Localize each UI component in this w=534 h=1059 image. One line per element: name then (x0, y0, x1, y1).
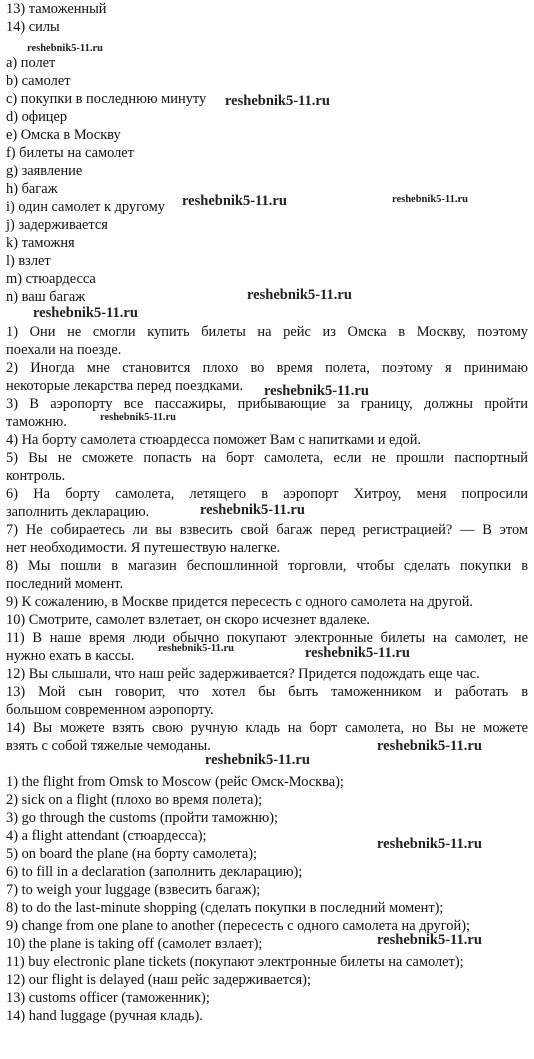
watermark: reshebnik5-11.ru (33, 305, 138, 321)
word-item: n) ваш багаж (6, 289, 86, 305)
word-item: m) стюардесса (6, 271, 96, 287)
phrase-line: 7) to weigh your luggage (взвесить багаж); (6, 882, 261, 898)
sentence-line: 12) Вы слышали, что наш рейс задерживается? Придется подождать еще час. (6, 666, 480, 682)
word-item: a) полет (6, 55, 56, 71)
sentence-line: 11) В наше время люди обычно покупают электронные билеты на самолет, не (6, 630, 528, 646)
watermark: reshebnik5-11.ru (264, 383, 369, 399)
watermark: reshebnik5-11.ru (305, 645, 410, 661)
sentence-line: 9) К сожалению, в Москве придется пересесть с одного самолета на другой. (6, 594, 474, 610)
sentence-line: последний момент. (6, 576, 124, 592)
phrase-line: 1) the flight from Omsk to Moscow (рейс Омск-Москва); (6, 774, 344, 790)
sentence-line: контроль. (6, 468, 66, 484)
sentence-line: 13) Мой сын говорит, что хотел бы быть таможенником и работать в (6, 684, 528, 700)
watermark: reshebnik5-11.ru (182, 193, 287, 209)
word-item: 13) таможенный (6, 1, 107, 17)
word-item: h) багаж (6, 181, 58, 197)
phrase-line: 11) buy electronic plane tickets (покупают электронные билеты на самолет); (6, 954, 464, 970)
sentence-line: некоторые лекарства перед поездками. (6, 378, 244, 394)
phrase-line: 2) sick on a flight (плохо во время полета); (6, 792, 263, 808)
sentence-line: взять с собой тяжелые чемоданы. (6, 738, 211, 754)
sentence-line: большом современном аэропорту. (6, 702, 214, 718)
sentence-line: поехали на поезде. (6, 342, 122, 358)
watermark: reshebnik5-11.ru (27, 43, 103, 54)
watermark: reshebnik5-11.ru (377, 836, 482, 852)
phrase-line: 13) customs officer (таможенник); (6, 990, 210, 1006)
sentence-line: нужно ехать в кассы. (6, 648, 135, 664)
word-item: e) Омска в Москву (6, 127, 121, 143)
sentence-line: нет необходимости. Я путешествую налегке. (6, 540, 281, 556)
phrase-line: 12) our flight is delayed (наш рейс задерживается); (6, 972, 311, 988)
watermark: reshebnik5-11.ru (205, 752, 310, 768)
word-item: b) самолет (6, 73, 71, 89)
phrase-line: 8) to do the last-minute shopping (сделать покупки в последний момент); (6, 900, 444, 916)
watermark: reshebnik5-11.ru (247, 287, 352, 303)
sentence-line: 6) На борту самолета, летящего в аэропорт Хитроу, меня попросили (6, 486, 528, 502)
phrase-line: 10) the plane is taking off (самолет взлает); (6, 936, 263, 952)
phrase-line: 3) go through the customs (пройти таможню); (6, 810, 279, 826)
word-item: k) таможня (6, 235, 75, 251)
sentence-line: 1) Они не смогли купить билеты на рейс из Омска в Москву, поэтому (6, 324, 528, 340)
word-item: l) взлет (6, 253, 51, 269)
sentence-line: 4) На борту самолета стюардесса поможет Вам с напитками и едой. (6, 432, 422, 448)
sentence-line: 14) Вы можете взять свою ручную кладь на борт самолета, но Вы не можете (6, 720, 528, 736)
word-item: g) заявление (6, 163, 83, 179)
phrase-line: 5) on board the plane (на борту самолета); (6, 846, 258, 862)
watermark: reshebnik5-11.ru (225, 93, 330, 109)
phrase-line: 9) change from one plane to another (пересесть с одного самолета на другой); (6, 918, 470, 934)
word-item: 14) силы (6, 19, 60, 35)
sentence-line: 10) Смотрите, самолет взлетает, он скоро исчезнет вдалеке. (6, 612, 370, 628)
word-item: c) покупки в последнюю минуту (6, 91, 207, 107)
phrase-line: 4) a flight attendant (стюардесса); (6, 828, 207, 844)
sentence-line: 5) Вы не сможете попасть на борт самолета, если не прошли паспортный (6, 450, 528, 466)
sentence-line: 2) Иногда мне становится плохо во время полета, поэтому я принимаю (6, 360, 528, 376)
sentence-line: 3) В аэропорту все пассажиры, прибывающие за границу, должны пройти (6, 396, 528, 412)
sentence-line: таможню. (6, 414, 67, 430)
word-item: j) задерживается (6, 217, 108, 233)
sentence-line: 7) Не собираетесь ли вы взвесить свой багаж перед регистрацией? — В этом (6, 522, 528, 538)
word-item: f) билеты на самолет (6, 145, 134, 161)
watermark: reshebnik5-11.ru (392, 194, 468, 205)
word-item: i) один самолет к другому (6, 199, 165, 215)
phrase-line: 14) hand luggage (ручная кладь). (6, 1008, 203, 1024)
watermark: reshebnik5-11.ru (377, 738, 482, 754)
sentence-line: 8) Мы пошли в магазин беспошлинной торговли, чтобы сделать покупки в (6, 558, 528, 574)
watermark: reshebnik5-11.ru (377, 932, 482, 948)
sentence-line: заполнить декларацию. (6, 504, 150, 520)
watermark: reshebnik5-11.ru (100, 412, 176, 423)
word-item: d) офицер (6, 109, 68, 125)
watermark: reshebnik5-11.ru (158, 643, 234, 654)
watermark: reshebnik5-11.ru (200, 502, 305, 518)
phrase-line: 6) to fill in a declaration (заполнить декларацию); (6, 864, 303, 880)
